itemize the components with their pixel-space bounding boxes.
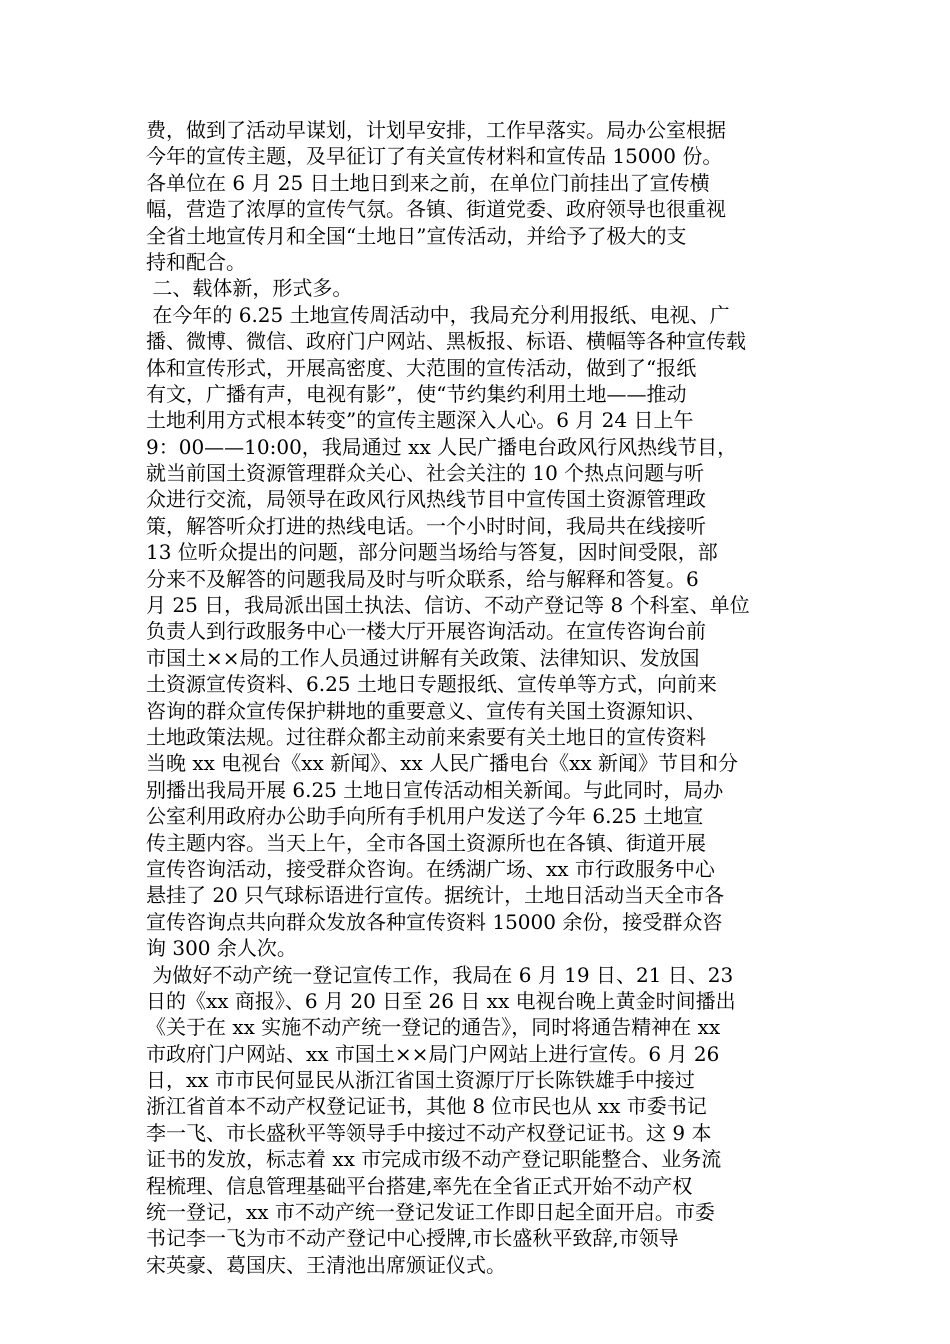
text-line: 为做好不动产统一登记宣传工作，我局在 6 月 19 日、21 日、23	[146, 962, 734, 987]
text-line: 日的《xx 商报》、6 月 20 日至 26 日 xx 电视台晚上黄金时间播出	[146, 988, 736, 1013]
text-line: 书记李一飞为市不动产登记中心授牌,市长盛秋平致辞,市领导	[146, 1226, 679, 1251]
text-line: 宋英豪、葛国庆、王清池出席颁证仪式。	[146, 1252, 506, 1277]
text-line: 今年的宣传主题，及早征订了有关宣传材料和宣传品 15000 份。	[146, 144, 723, 169]
text-line: 在今年的 6.25 土地宣传周活动中，我局充分利用报纸、电视、广	[146, 302, 730, 327]
text-line: 体和宣传形式，开展高密度、大范围的宣传活动，做到了“报纸	[146, 355, 697, 380]
text-line: 别播出我局开展 6.25 土地日宣传活动相关新闻。与此同时，局办	[146, 777, 724, 802]
text-line: 悬挂了 20 只气球标语进行宣传。据统计，土地日活动当天全市各	[146, 883, 725, 908]
text-line: 李一飞、市长盛秋平等领导手中接过不动产权登记证书。这 9 本	[146, 1120, 712, 1145]
text-line: 有文，广播有声，电视有影”，使“节约集约利用土地——推动	[146, 381, 687, 406]
text-line: 询 300 余人次。	[146, 936, 297, 961]
text-line: 负责人到行政服务中心一楼大厅开展咨询活动。在宣传咨询台前	[146, 619, 706, 644]
text-line: 幅，营造了浓厚的宣传气氛。各镇、街道党委、政府领导也很重视	[146, 197, 726, 222]
text-line: 分来不及解答的问题我局及时与听众联系，给与解释和答复。6	[146, 566, 699, 591]
text-line: 全省土地宣传月和全国“土地日”宣传活动，并给予了极大的支	[146, 223, 687, 248]
text-line: 播、微博、微信、政府门户网站、黑板报、标语、横幅等各种宣传载	[146, 329, 746, 354]
body-text	[146, 117, 816, 1278]
text-line: 程梳理、信息管理基础平台搭建,率先在全省正式开始不动产权	[146, 1173, 693, 1198]
text-line: 9：00——10:00，我局通过 xx 人民广播电台政风行风热线节目，	[146, 434, 738, 459]
text-line: 宣传咨询点共向群众发放各种宣传资料 15000 余份，接受群众咨	[146, 909, 723, 934]
text-line: 就当前国土资源管理群众关心、社会关注的 10 个热点问题与听	[146, 461, 705, 486]
text-line: 咨询的群众宣传保护耕地的重要意义、宣传有关国土资源知识、	[146, 698, 706, 723]
text-line: 月 25 日，我局派出国土执法、信访、不动产登记等 8 个科室、单位	[146, 593, 750, 618]
text-line: 13 位听众提出的问题，部分问题当场给与答复，因时间受限，部	[146, 540, 718, 565]
text-line: 《关于在 xx 实施不动产统一登记的通告》，同时将通告精神在 xx	[146, 1015, 721, 1040]
text-line: 公室利用政府办公助手向所有手机用户发送了今年 6.25 土地宣	[146, 804, 704, 829]
text-line: 市政府门户网站、xx 市国土××局门户网站上进行宣传。6 月 26	[146, 1041, 720, 1066]
text-line: 日，xx 市市民何显民从浙江省国土资源厅厅长陈铁雄手中接过	[146, 1068, 695, 1093]
text-line: 土地政策法规。过往群众都主动前来索要有关土地日的宣传资料	[146, 724, 706, 749]
text-line: 当晚 xx 电视台《xx 新闻》、xx 人民广播电台《xx 新闻》节目和分	[146, 751, 739, 776]
text-line: 策，解答听众打进的热线电话。一个小时时间，我局共在线接听	[146, 513, 706, 538]
text-line: 证书的发放，标志着 xx 市完成市级不动产登记职能整合、业务流	[146, 1147, 722, 1172]
text-line: 各单位在 6 月 25 日土地日到来之前，在单位门前挂出了宣传横	[146, 170, 710, 195]
text-line: 宣传咨询活动，接受群众咨询。在绣湖广场、xx 市行政服务中心	[146, 856, 715, 881]
text-line: 众进行交流，局领导在政风行风热线节目中宣传国土资源管理政	[146, 487, 706, 512]
text-line: 费，做到了活动早谋划，计划早安排，工作早落实。局办公室根据	[146, 118, 726, 142]
text-line: 持和配合。	[146, 249, 246, 274]
text-line: 市国土××局的工作人员通过讲解有关政策、法律知识、发放国	[146, 645, 700, 670]
text-line: 统一登记，xx 市不动产统一登记发证工作即日起全面开启。市委	[146, 1200, 715, 1225]
text-line: 浙江省首本不动产权登记证书，其他 8 位市民也从 xx 市委书记	[146, 1094, 707, 1119]
text-line: 土地利用方式根本转变”的宣传主题深入人心。6 月 24 日上午	[146, 408, 694, 433]
text-line: 土资源宣传资料、6.25 土地日专题报纸、宣传单等方式，向前来	[146, 672, 717, 697]
section-heading: 二、载体新，形式多。	[146, 276, 353, 301]
text-line: 传主题内容。当天上午，全市各国土资源所也在各镇、街道开展	[146, 830, 706, 855]
